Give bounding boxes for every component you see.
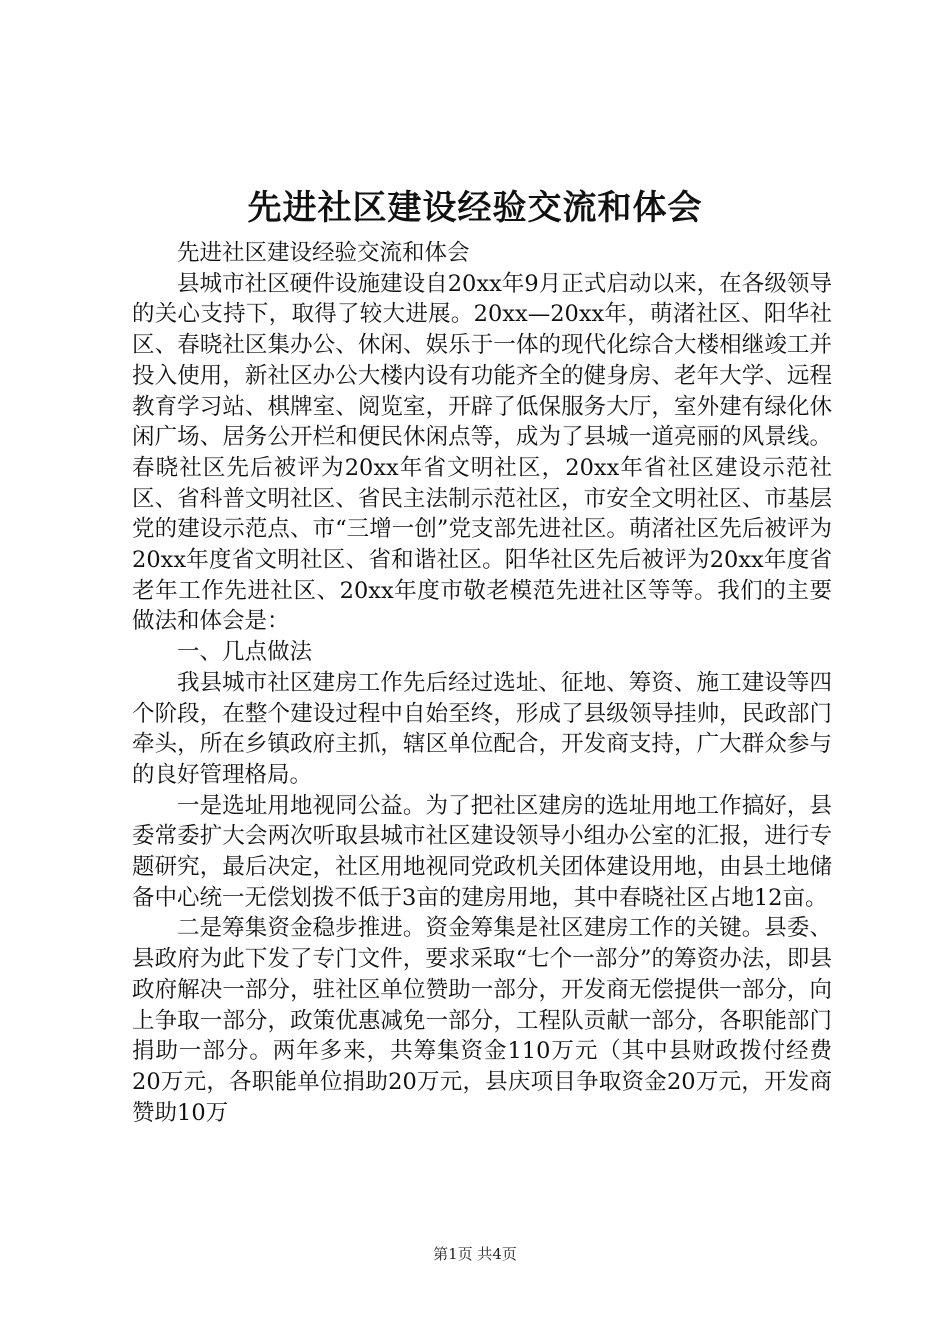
page-number-footer: 第1页 共4页	[433, 1245, 517, 1263]
document-body	[132, 238, 832, 1128]
paragraph-overview: 我县城市社区建房工作先后经过选址、征地、筹资、施工建设等四个阶段，在整个建设过程中自始至终，形成了县级领导挂帅，民政部门牵头，所在乡镇政府主抓，辖区单位配合，开发商支持，广大群众参与的良好管理格局。	[132, 669, 832, 788]
paragraph-site-selection: 一是选址用地视同公益。为了把社区建房的选址用地工作搞好，县委常委扩大会两次听取县城市社区建设领导小组办公室的汇报，进行专题研究，最后决定，社区用地视同党政机关团体建设用地，由县土地储备中心统一无偿划拨不低于3亩的建房用地，其中春晓社区占地12亩。	[132, 792, 832, 911]
paragraph-fundraising: 二是筹集资金稳步推进。资金筹集是社区建房工作的关键。县委、县政府为此下发了专门文件，要求采取“七个一部分”的筹资办法，即县政府解决一部分，驻社区单位赞助一部分，开发商无偿提供一部分，向上争取一部分，政策优惠减免一部分，工程队贡献一部分，各职能部门捐助一部分。两年多来，共筹集资金110万元（其中县财政拨付经费20万元，各职能单位捐助20万元，县庆项目争取资金20万元，开发商赞助10万	[132, 915, 832, 1126]
document-title: 先进社区建设经验交流和体会	[247, 188, 703, 228]
paragraph-intro: 县城市社区硬件设施建设自20xx年9月正式启动以来，在各级领导的关心支持下，取得了较大进展。20xx—20xx年，萌渚社区、阳华社区、春晓社区集办公、休闲、娱乐于一体的现代化综合大楼相继竣工并投入使用，新社区办公大楼内设有功能齐全的健身房、老年大学、远程教育学习站、棋牌室、阅览室，开辟了低保服务大厅，室外建有绿化休闲广场、居务公开栏和便民休闲点等，成为了县城一道亮丽的风景线。春晓社区先后被评为20xx年省文明社区，20xx年省社区建设示范社区、省科普文明社区、省民主法制示范社区，市安全文明社区、市基层党的建设示范点、市“三增一创”党支部先进社区。萌渚社区先后被评为20xx年度省文明社区、省和谐社区。阳华社区先后被评为20xx年度省老年工作先进社区、20xx年度市敬老模范先进社区等等。我们的主要做法和体会是：	[132, 270, 832, 635]
section-heading: 一、几点做法	[177, 639, 313, 666]
paragraph-subtitle: 先进社区建设经验交流和体会	[177, 240, 470, 266]
